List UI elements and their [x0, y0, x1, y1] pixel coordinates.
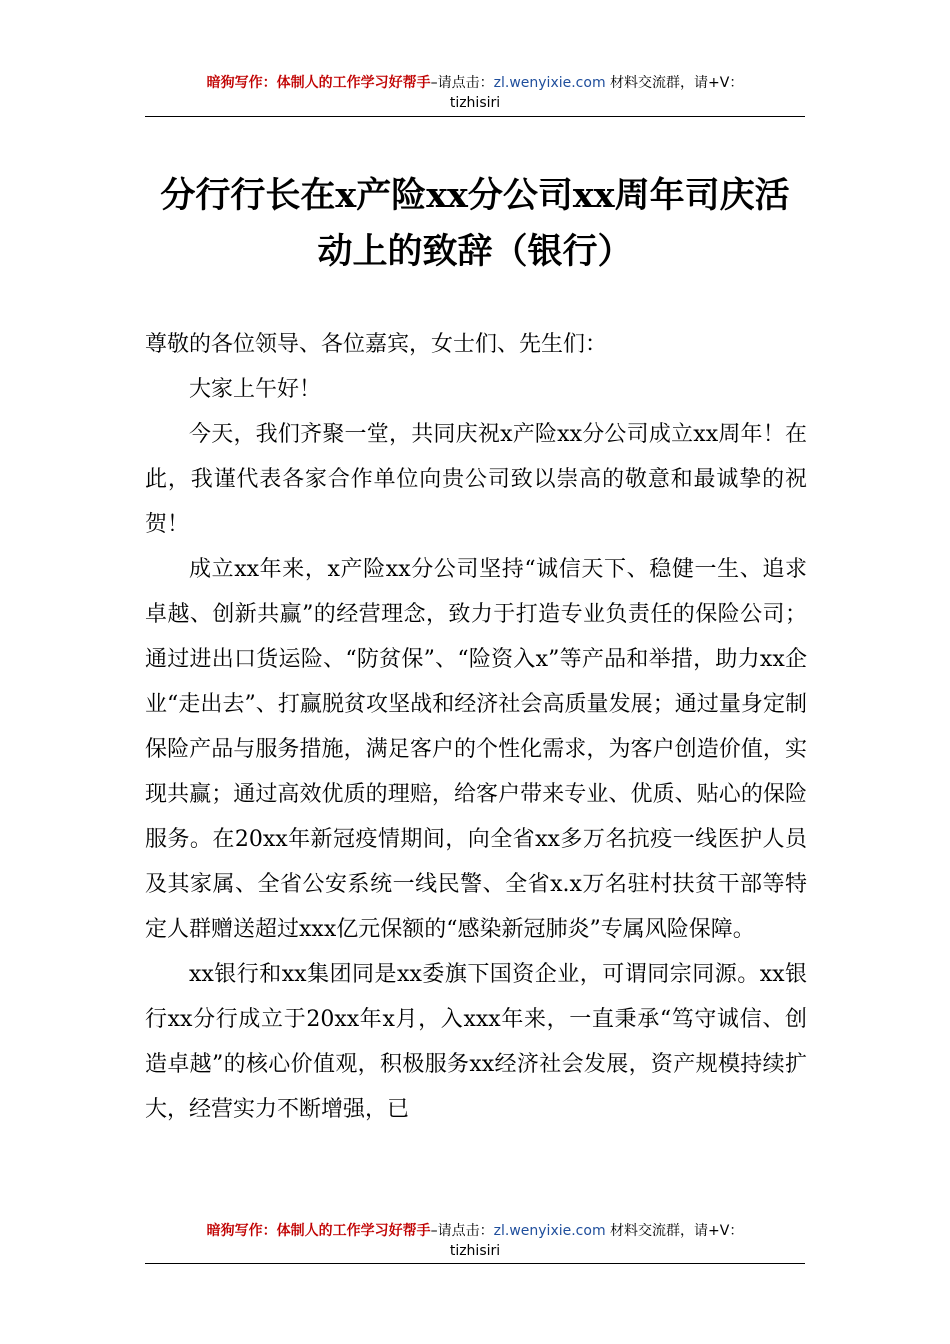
header-divider: [145, 116, 805, 117]
header-group-text: 材料交流群，请+V：: [605, 75, 744, 91]
footer-divider: [145, 1263, 805, 1264]
header-cta: –请点击：: [430, 75, 494, 91]
footer-banner: [145, 1221, 805, 1261]
greeting: 大家上午好！: [189, 377, 322, 402]
header-brand: 暗狗写作：体制人的工作学习好帮手: [206, 75, 431, 91]
footer-url-link[interactable]: zl.wenyixie.com: [493, 1223, 606, 1239]
footer-cta: –请点击：: [430, 1223, 494, 1239]
document-title: 分行行长在x产险xx分公司xx周年司庆活动上的致辞（银行）: [160, 175, 790, 272]
header-banner: [145, 73, 805, 113]
footer-brand: 暗狗写作：体制人的工作学习好帮手: [206, 1223, 431, 1239]
footer-group-text: 材料交流群，请+V：: [605, 1223, 744, 1239]
paragraph: 今天，我们齐聚一堂，共同庆祝x产险xx分公司成立xx周年！在此，我谨代表各家合作单位向贵公司致以崇高的敬意和最诚挚的祝贺！: [145, 422, 807, 537]
header-url-link[interactable]: zl.wenyixie.com: [493, 75, 606, 91]
paragraph: 成立xx年来，x产险xx分公司坚持“诚信天下、稳健一生、追求卓越、创新共赢”的经营理念，致力于打造专业负责任的保险公司；通过进出口货运险、“防贫保”、“险资入x”等产品和举措，助力xx企业“走出去”、打赢脱贫攻坚战和经济社会高质量发展；通过量身定制保险产品与服务措施，满足客户的个性化需求，为客户创造价值，实现共赢；通过高效优质的理赔，给客户带来专业、优质、贴心的保险服务。在20xx年新冠疫情期间，向全省xx多万名抗疫一线医护人员及其家属、全省公安系统一线民警、全省x.x万名驻村扶贫干部等特定人群赠送超过xxx亿元保额的“感染新冠肺炎”专属风险保障。: [145, 557, 807, 942]
footer-wechat-id: tizhisiri: [449, 1243, 501, 1259]
paragraph: xx银行和xx集团同是xx委旗下国资企业，可谓同宗同源。xx银行xx分行成立于20xx年x月，入xxx年来，一直秉承“笃守诚信、创造卓越”的核心价值观，积极服务xx经济社会发展，资产规模持续扩大，经营实力不断增强，已: [145, 962, 807, 1122]
salutation: 尊敬的各位领导、各位嘉宾，女士们、先生们：: [145, 332, 608, 357]
header-wechat-id: tizhisiri: [449, 95, 501, 111]
document-body: [145, 322, 807, 1132]
